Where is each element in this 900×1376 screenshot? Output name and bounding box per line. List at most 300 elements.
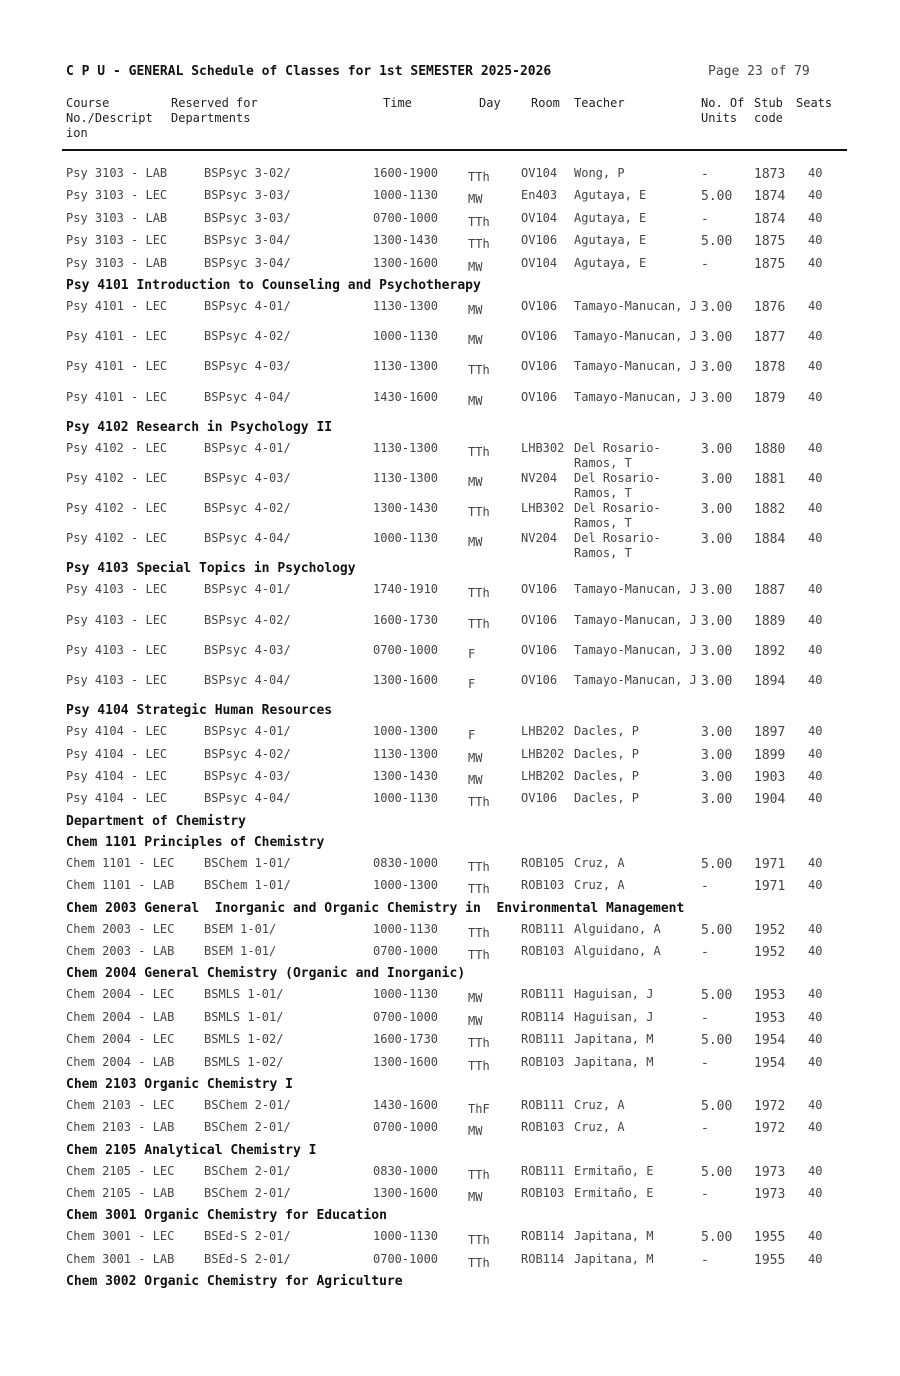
day-cell: TTh [468,795,490,810]
stub-code-cell: 1874 [754,211,786,227]
stub-code-cell: 1877 [754,330,786,346]
teacher-cell: Agutaya, E [574,233,647,248]
course-cell: Psy 4103 - LEC [66,673,168,688]
day-cell: TTh [468,214,490,229]
col-header-teacher: Teacher [574,96,625,110]
schedule-row [0,471,900,501]
stub-code-cell: 1884 [754,532,786,548]
seats-cell: 40 [808,673,823,688]
time-cell: 0700-1000 [373,1009,439,1024]
course-cell: Psy 4102 - LEC [66,470,168,485]
units-cell: - [701,879,709,895]
time-cell: 1130-1300 [373,746,439,761]
course-cell: Psy 4104 - LEC [66,724,168,739]
day-cell: MW [468,1013,483,1028]
teacher-cell: Del Rosario-Ramos, T [574,470,661,500]
schedule-row [0,643,900,673]
seats-cell: 40 [808,943,823,958]
units-cell: 3.00 [701,299,733,315]
section-heading: Psy 4102 Research in Psychology II [66,419,333,435]
course-cell: Psy 4103 - LEC [66,642,168,657]
schedule-row [0,1186,900,1208]
time-cell: 0830-1000 [373,855,439,870]
time-cell: 1740-1910 [373,582,439,597]
reserved-dept-cell: BSPsyc 4-03/ [204,768,291,783]
teacher-cell: Dacles, P [574,791,640,806]
day-cell: TTh [468,363,490,378]
reserved-dept-cell: BSEM 1-01/ [204,943,277,958]
col-header-course: Course No./Descript ion [66,96,153,140]
schedule-row [0,747,900,769]
teacher-cell: Tamayo-Manucan, J [574,582,697,597]
units-cell: - [701,944,709,960]
stub-code-cell: 1971 [754,879,786,895]
reserved-dept-cell: BSPsyc 4-02/ [204,329,291,344]
schedule-row [0,1252,900,1274]
teacher-cell: Cruz, A [574,855,625,870]
day-cell: MW [468,474,483,489]
time-cell: 1000-1130 [373,531,439,546]
room-cell: ROB103 [521,1120,565,1135]
day-cell: MW [468,393,483,408]
schedule-row [0,922,900,944]
reserved-dept-cell: BSChem 2-01/ [204,1097,291,1112]
teacher-cell: Wong, P [574,166,625,180]
seats-cell: 40 [808,1032,823,1047]
teacher-cell: Dacles, P [574,724,640,739]
schedule-row [0,1055,900,1077]
units-cell: 5.00 [701,922,733,938]
time-cell: 0700-1000 [373,210,439,225]
day-cell: TTh [468,925,490,940]
units-cell: 5.00 [701,189,733,205]
section-heading: Psy 4101 Introduction to Counseling and Psychotherapy [66,277,481,293]
reserved-dept-cell: BSPsyc 3-03/ [204,210,291,225]
course-cell: Psy 4101 - LEC [66,298,168,313]
course-cell: Psy 3103 - LEC [66,188,168,203]
day-cell: MW [468,991,483,1006]
reserved-dept-cell: BSPsyc 3-02/ [204,166,291,180]
stub-code-cell: 1878 [754,360,786,376]
reserved-dept-cell: BSChem 2-01/ [204,1186,291,1201]
room-cell: OV104 [521,255,558,270]
day-cell: MW [468,750,483,765]
schedule-row [0,613,900,643]
stub-code-cell: 1973 [754,1187,786,1203]
time-cell: 1000-1130 [373,1229,439,1244]
seats-cell: 40 [808,746,823,761]
time-cell: 1300-1600 [373,1054,439,1069]
room-cell: ROB103 [521,1054,565,1069]
seats-cell: 40 [808,210,823,225]
stub-code-cell: 1973 [754,1164,786,1180]
reserved-dept-cell: BSPsyc 3-03/ [204,188,291,203]
col-header-stub: Stub code [754,96,783,125]
units-cell: - [701,1121,709,1137]
time-cell: 1000-1300 [373,724,439,739]
section-heading: Chem 3002 Organic Chemistry for Agriculture [66,1274,403,1290]
stub-code-cell: 1875 [754,234,786,250]
reserved-dept-cell: BSPsyc 4-03/ [204,470,291,485]
course-cell: Chem 2105 - LAB [66,1186,175,1201]
time-cell: 0700-1000 [373,1251,439,1266]
col-header-time: Time [383,96,412,110]
course-cell: Psy 4104 - LEC [66,791,168,806]
schedule-row [0,769,900,791]
teacher-cell: Japitana, M [574,1032,654,1047]
schedule-row [0,724,900,746]
units-cell: - [701,1187,709,1203]
reserved-dept-cell: BSChem 1-01/ [204,878,291,893]
time-cell: 1600-1730 [373,612,439,627]
seats-cell: 40 [808,987,823,1002]
day-cell: TTh [468,505,490,520]
day-cell: TTh [468,1058,490,1073]
course-cell: Psy 4102 - LEC [66,440,168,455]
schedule-title: C P U - GENERAL Schedule of Classes for 1st SEMESTER 2025-2026 [66,64,552,79]
day-cell: MW [468,772,483,787]
units-cell: 3.00 [701,613,733,629]
room-cell: LHB302 [521,501,565,516]
room-cell: ROB114 [521,1251,565,1266]
schedule-row [0,390,900,420]
course-cell: Chem 2003 - LAB [66,943,175,958]
teacher-cell: Agutaya, E [574,188,647,203]
units-cell: 5.00 [701,1164,733,1180]
time-cell: 0700-1000 [373,642,439,657]
course-cell: Chem 2004 - LEC [66,987,175,1002]
day-cell: F [468,646,476,661]
seats-cell: 40 [808,329,823,344]
header-rule [62,149,847,151]
reserved-dept-cell: BSPsyc 4-04/ [204,531,291,546]
units-cell: 3.00 [701,330,733,346]
teacher-cell: Tamayo-Manucan, J [574,329,697,344]
units-cell: - [701,1055,709,1071]
reserved-dept-cell: BSEd-S 2-01/ [204,1229,291,1244]
stub-code-cell: 1955 [754,1230,786,1246]
time-cell: 1130-1300 [373,470,439,485]
reserved-dept-cell: BSPsyc 4-03/ [204,359,291,374]
teacher-cell: Del Rosario-Ramos, T [574,501,661,531]
day-cell: MW [468,192,483,207]
schedule-list [0,166,900,1295]
room-cell: OV106 [521,359,558,374]
teacher-cell: Del Rosario-Ramos, T [574,531,661,561]
section-heading: Psy 4104 Strategic Human Resources [66,703,333,719]
units-cell: 3.00 [701,725,733,741]
reserved-dept-cell: BSMLS 1-01/ [204,987,284,1002]
room-cell: OV106 [521,389,558,404]
room-cell: OV106 [521,642,558,657]
room-cell: ROB111 [521,987,565,1002]
room-cell: ROB114 [521,1229,565,1244]
room-cell: OV106 [521,329,558,344]
schedule-row [0,791,900,813]
room-cell: LHB302 [521,440,565,455]
units-cell: 5.00 [701,988,733,1004]
seats-cell: 40 [808,359,823,374]
reserved-dept-cell: BSPsyc 4-02/ [204,612,291,627]
reserved-dept-cell: BSPsyc 4-01/ [204,724,291,739]
stub-code-cell: 1953 [754,988,786,1004]
reserved-dept-cell: BSPsyc 4-04/ [204,791,291,806]
units-cell: - [701,167,709,182]
seats-cell: 40 [808,582,823,597]
seats-cell: 40 [808,1054,823,1069]
course-cell: Psy 4103 - LEC [66,582,168,597]
course-cell: Psy 4101 - LEC [66,329,168,344]
stub-code-cell: 1903 [754,769,786,785]
time-cell: 0700-1000 [373,943,439,958]
schedule-row [0,501,900,531]
room-cell: En403 [521,188,558,203]
day-cell: TTh [468,170,490,184]
room-cell: OV106 [521,233,558,248]
teacher-cell: Alguidano, A [574,943,661,958]
schedule-row [0,1010,900,1032]
time-cell: 1000-1130 [373,329,439,344]
reserved-dept-cell: BSEM 1-01/ [204,921,277,936]
seats-cell: 40 [808,470,823,485]
schedule-row [0,1032,900,1054]
reserved-dept-cell: BSPsyc 4-01/ [204,440,291,455]
teacher-cell: Ermitaño, E [574,1163,654,1178]
schedule-row [0,856,900,878]
room-cell: OV104 [521,210,558,225]
stub-code-cell: 1954 [754,1033,786,1049]
col-header-room: Room [531,96,560,110]
schedule-row [0,329,900,359]
reserved-dept-cell: BSPsyc 4-01/ [204,298,291,313]
seats-cell: 40 [808,921,823,936]
time-cell: 1300-1430 [373,233,439,248]
schedule-row [0,944,900,966]
seats-cell: 40 [808,768,823,783]
course-cell: Psy 4102 - LEC [66,531,168,546]
schedule-row [0,211,900,233]
teacher-cell: Tamayo-Manucan, J [574,359,697,374]
section-heading: Chem 2105 Analytical Chemistry I [66,1142,317,1158]
time-cell: 1000-1130 [373,791,439,806]
section-heading: Psy 4103 Special Topics in Psychology [66,561,356,577]
day-cell: TTh [468,859,490,874]
units-cell: - [701,1252,709,1268]
schedule-row [0,299,900,329]
teacher-cell: Japitana, M [574,1229,654,1244]
schedule-row [0,166,900,188]
room-cell: NV204 [521,531,558,546]
units-cell: 3.00 [701,643,733,659]
units-cell: 3.00 [701,583,733,599]
seats-cell: 40 [808,166,823,180]
room-cell: ROB103 [521,943,565,958]
course-cell: Chem 2004 - LEC [66,1032,175,1047]
seats-cell: 40 [808,642,823,657]
reserved-dept-cell: BSMLS 1-02/ [204,1054,284,1069]
units-cell: 3.00 [701,674,733,690]
teacher-cell: Dacles, P [574,768,640,783]
seats-cell: 40 [808,255,823,270]
day-cell: TTh [468,1233,490,1248]
reserved-dept-cell: BSChem 2-01/ [204,1120,291,1135]
stub-code-cell: 1879 [754,390,786,406]
time-cell: 0830-1000 [373,1163,439,1178]
time-cell: 1000-1300 [373,878,439,893]
time-cell: 1300-1430 [373,501,439,516]
schedule-row [0,1098,900,1120]
room-cell: LHB202 [521,746,565,761]
schedule-row [0,359,900,389]
course-cell: Chem 2103 - LAB [66,1120,175,1135]
schedule-row [0,582,900,612]
units-cell: 3.00 [701,471,733,487]
course-cell: Chem 3001 - LEC [66,1229,175,1244]
course-cell: Chem 2105 - LEC [66,1163,175,1178]
stub-code-cell: 1873 [754,167,786,182]
course-cell: Psy 4102 - LEC [66,501,168,516]
units-cell: 3.00 [701,441,733,457]
section-heading: Department of Chemistry [66,813,247,829]
time-cell: 1130-1300 [373,359,439,374]
schedule-row [0,1120,900,1142]
reserved-dept-cell: BSChem 2-01/ [204,1163,291,1178]
seats-cell: 40 [808,855,823,870]
time-cell: 1600-1730 [373,1032,439,1047]
time-cell: 1000-1130 [373,188,439,203]
day-cell: MW [468,535,483,550]
stub-code-cell: 1889 [754,613,786,629]
seats-cell: 40 [808,389,823,404]
stub-code-cell: 1972 [754,1121,786,1137]
schedule-row [0,188,900,210]
room-cell: ROB103 [521,1186,565,1201]
units-cell: 3.00 [701,747,733,763]
teacher-cell: Agutaya, E [574,210,647,225]
day-cell: TTh [468,1255,490,1270]
room-cell: OV106 [521,612,558,627]
seats-cell: 40 [808,1229,823,1244]
course-cell: Psy 4104 - LEC [66,768,168,783]
reserved-dept-cell: BSPsyc 4-03/ [204,642,291,657]
teacher-cell: Haguisan, J [574,1009,654,1024]
stub-code-cell: 1899 [754,747,786,763]
day-cell: MW [468,1124,483,1139]
course-cell: Chem 2103 - LEC [66,1097,175,1112]
room-cell: LHB202 [521,768,565,783]
day-cell: F [468,677,476,692]
time-cell: 1000-1130 [373,987,439,1002]
room-cell: ROB111 [521,1097,565,1112]
stub-code-cell: 1972 [754,1098,786,1114]
seats-cell: 40 [808,1097,823,1112]
room-cell: OV106 [521,673,558,688]
schedule-row [0,531,900,561]
day-cell: TTh [468,1167,490,1182]
day-cell: TTh [468,444,490,459]
seats-cell: 40 [808,1186,823,1201]
units-cell: 5.00 [701,234,733,250]
schedule-row [0,233,900,255]
day-cell: TTh [468,586,490,601]
time-cell: 1300-1600 [373,673,439,688]
teacher-cell: Cruz, A [574,878,625,893]
seats-cell: 40 [808,188,823,203]
units-cell: 5.00 [701,856,733,872]
course-cell: Chem 1101 - LAB [66,878,175,893]
reserved-dept-cell: BSPsyc 4-02/ [204,501,291,516]
course-cell: Psy 3103 - LAB [66,166,168,180]
stub-code-cell: 1952 [754,944,786,960]
room-cell: OV104 [521,166,558,180]
seats-cell: 40 [808,1163,823,1178]
schedule-row [0,673,900,703]
time-cell: 1430-1600 [373,1097,439,1112]
day-cell: F [468,728,476,743]
time-cell: 1130-1300 [373,440,439,455]
room-cell: ROB111 [521,1032,565,1047]
teacher-cell: Japitana, M [574,1054,654,1069]
units-cell: 3.00 [701,792,733,808]
schedule-row [0,1164,900,1186]
course-cell: Psy 4104 - LEC [66,746,168,761]
reserved-dept-cell: BSPsyc 4-02/ [204,746,291,761]
seats-cell: 40 [808,501,823,516]
units-cell: - [701,256,709,272]
reserved-dept-cell: BSEd-S 2-01/ [204,1251,291,1266]
seats-cell: 40 [808,1251,823,1266]
reserved-dept-cell: BSPsyc 4-04/ [204,389,291,404]
time-cell: 1300-1600 [373,255,439,270]
seats-cell: 40 [808,612,823,627]
teacher-cell: Haguisan, J [574,987,654,1002]
teacher-cell: Tamayo-Manucan, J [574,389,697,404]
day-cell: MW [468,302,483,317]
stub-code-cell: 1881 [754,471,786,487]
units-cell: 3.00 [701,769,733,785]
time-cell: 1600-1900 [373,166,439,180]
stub-code-cell: 1954 [754,1055,786,1071]
day-cell: TTh [468,882,490,897]
seats-cell: 40 [808,791,823,806]
teacher-cell: Cruz, A [574,1097,625,1112]
schedule-row [0,1229,900,1251]
teacher-cell: Cruz, A [574,1120,625,1135]
course-cell: Psy 4101 - LEC [66,359,168,374]
col-header-seats: Seats [796,96,833,110]
day-cell: MW [468,333,483,348]
schedule-row [0,441,900,471]
stub-code-cell: 1952 [754,922,786,938]
course-cell: Psy 4101 - LEC [66,389,168,404]
seats-cell: 40 [808,531,823,546]
stub-code-cell: 1955 [754,1252,786,1268]
stub-code-cell: 1894 [754,674,786,690]
room-cell: LHB202 [521,724,565,739]
schedule-row [0,256,900,278]
course-cell: Chem 2004 - LAB [66,1009,175,1024]
units-cell: 5.00 [701,1230,733,1246]
seats-cell: 40 [808,1120,823,1135]
time-cell: 1130-1300 [373,298,439,313]
room-cell: ROB103 [521,878,565,893]
stub-code-cell: 1874 [754,189,786,205]
units-cell: 3.00 [701,502,733,518]
course-cell: Chem 1101 - LEC [66,855,175,870]
seats-cell: 40 [808,233,823,248]
course-cell: Psy 3103 - LEC [66,233,168,248]
room-cell: ROB111 [521,1163,565,1178]
